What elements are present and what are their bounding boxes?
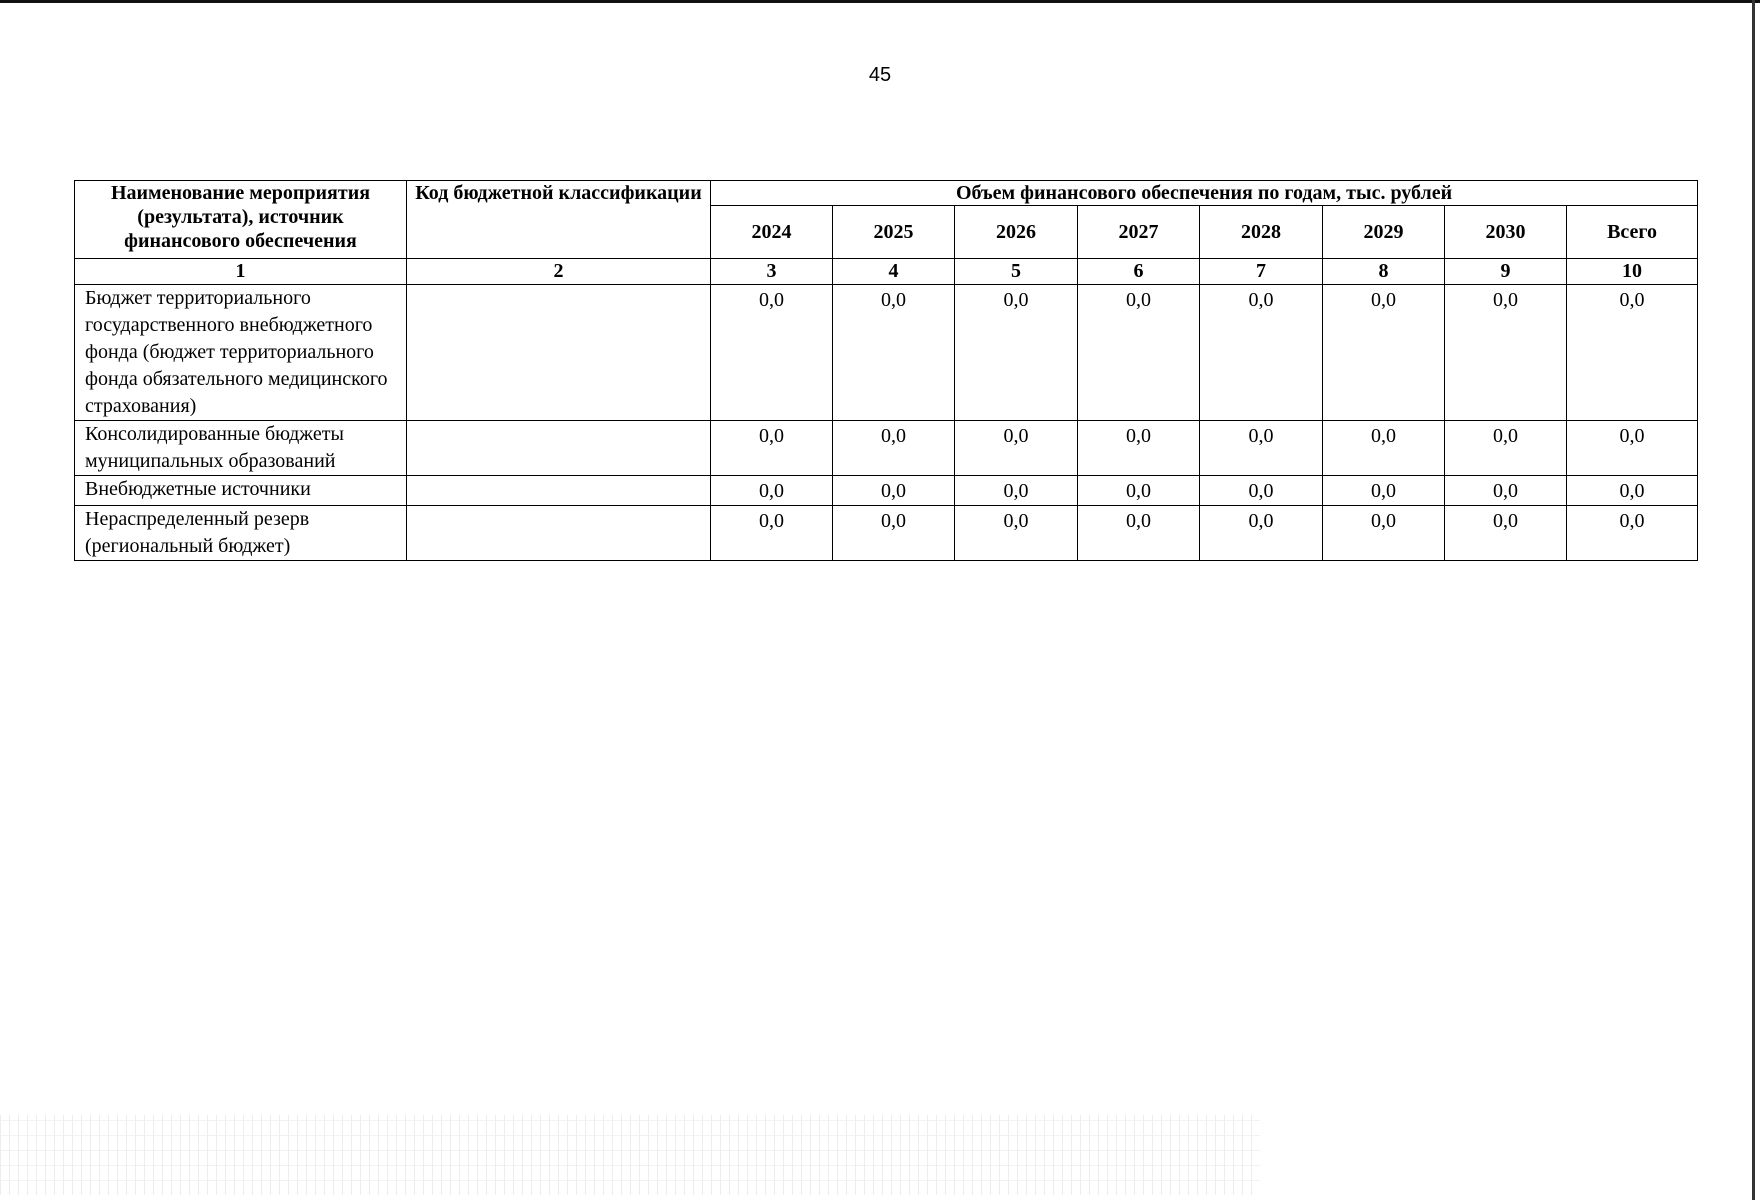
value-2028-cell: 0,0 <box>1200 285 1323 421</box>
row-code-cell <box>407 421 711 476</box>
table-row <box>75 285 1698 421</box>
page-number: 45 <box>868 64 892 86</box>
value-2027-cell: 0,0 <box>1078 506 1200 561</box>
value-2030-cell: 0,0 <box>1445 476 1567 506</box>
value-2027-cell: 0,0 <box>1078 421 1200 476</box>
value-total-cell: 0,0 <box>1567 506 1698 561</box>
column-number: 5 <box>955 259 1078 285</box>
value-2028-cell: 0,0 <box>1200 476 1323 506</box>
table-row <box>75 506 1698 561</box>
value-total-cell: 0,0 <box>1567 285 1698 421</box>
value-2025-cell: 0,0 <box>833 506 955 561</box>
column-number: 8 <box>1323 259 1445 285</box>
column-number: 7 <box>1200 259 1323 285</box>
header-year-2024: 2024 <box>711 206 833 259</box>
value-2026-cell: 0,0 <box>955 506 1078 561</box>
column-number: 6 <box>1078 259 1200 285</box>
value-2025-cell: 0,0 <box>833 285 955 421</box>
value-2024-cell: 0,0 <box>711 476 833 506</box>
row-name-cell: Нераспределенный резерв (региональный бюджет) <box>75 506 407 561</box>
value-2024-cell: 0,0 <box>711 506 833 561</box>
row-code-cell <box>407 476 711 506</box>
header-year-2030: 2030 <box>1445 206 1567 259</box>
funding-table <box>74 180 1698 561</box>
scan-right-border <box>1752 0 1755 1200</box>
value-2026-cell: 0,0 <box>955 421 1078 476</box>
value-2028-cell: 0,0 <box>1200 421 1323 476</box>
table-row <box>75 476 1698 506</box>
value-2027-cell: 0,0 <box>1078 476 1200 506</box>
scan-top-border <box>0 0 1760 3</box>
value-2028-cell: 0,0 <box>1200 506 1323 561</box>
value-2029-cell: 0,0 <box>1323 476 1445 506</box>
value-total-cell: 0,0 <box>1567 476 1698 506</box>
value-2026-cell: 0,0 <box>955 285 1078 421</box>
value-2025-cell: 0,0 <box>833 421 955 476</box>
row-name-cell: Бюджет территориального государственного внебюджетного фонда (бюджет территориального фонда обязательного медицинского страхования) <box>75 285 407 421</box>
value-2027-cell: 0,0 <box>1078 285 1200 421</box>
column-number: 10 <box>1567 259 1698 285</box>
value-2029-cell: 0,0 <box>1323 421 1445 476</box>
column-number: 3 <box>711 259 833 285</box>
row-name-cell: Внебюджетные источники <box>75 476 407 506</box>
header-year-2028: 2028 <box>1200 206 1323 259</box>
header-name-column: Наименование мероприятия (результата), источник финансового обеспечения <box>75 181 407 259</box>
header-code-column: Код бюджетной классификации <box>407 181 711 259</box>
value-2030-cell: 0,0 <box>1445 421 1567 476</box>
header-row-main <box>75 181 1698 206</box>
column-number: 1 <box>75 259 407 285</box>
row-code-cell <box>407 285 711 421</box>
scan-noise <box>0 1115 1260 1195</box>
row-name-cell: Консолидированные бюджеты муниципальных образований <box>75 421 407 476</box>
value-2030-cell: 0,0 <box>1445 285 1567 421</box>
value-2030-cell: 0,0 <box>1445 506 1567 561</box>
column-number-row <box>75 259 1698 285</box>
value-2024-cell: 0,0 <box>711 421 833 476</box>
value-2024-cell: 0,0 <box>711 285 833 421</box>
value-2029-cell: 0,0 <box>1323 506 1445 561</box>
row-code-cell <box>407 506 711 561</box>
header-year-2027: 2027 <box>1078 206 1200 259</box>
value-2026-cell: 0,0 <box>955 476 1078 506</box>
header-year-2029: 2029 <box>1323 206 1445 259</box>
column-number: 9 <box>1445 259 1567 285</box>
column-number: 2 <box>407 259 711 285</box>
column-number: 4 <box>833 259 955 285</box>
header-year-2026: 2026 <box>955 206 1078 259</box>
header-year-2025: 2025 <box>833 206 955 259</box>
table-row <box>75 421 1698 476</box>
header-year-total: Всего <box>1567 206 1698 259</box>
value-total-cell: 0,0 <box>1567 421 1698 476</box>
value-2025-cell: 0,0 <box>833 476 955 506</box>
value-2029-cell: 0,0 <box>1323 285 1445 421</box>
header-volume-group: Объем финансового обеспечения по годам, тыс. рублей <box>711 181 1698 206</box>
